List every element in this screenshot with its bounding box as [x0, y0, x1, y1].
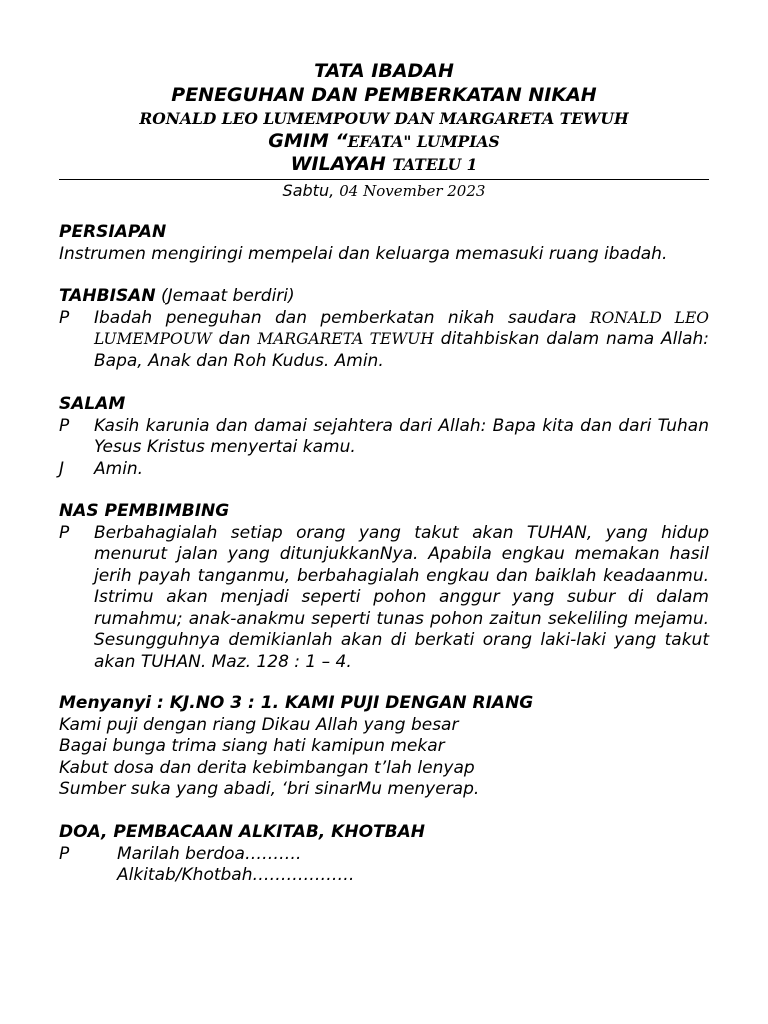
salam-text-1: Kasih karunia dan damai sejahtera dari Allah: Bapa kita dan dari Tuhan Yesus Kristus menyertai kamu. — [94, 415, 709, 457]
church-prefix: GMIM “ — [268, 130, 348, 152]
service-date — [59, 180, 709, 202]
salam-text-2: Amin. — [94, 458, 144, 479]
doa-line-1: Marilah berdoa………. — [117, 843, 302, 864]
doa-title: DOA, PEMBACAAN ALKITAB, KHOTBAH — [59, 822, 425, 842]
church-title: EFATA" LUMPIAS — [347, 132, 500, 151]
doc-subtitle: PENEGUHAN DAN PEMBERKATAN NIKAH — [171, 84, 597, 106]
tahbisan-text-c: ditahbiskan dalam nama Allah: Bapa, Anak dan Roh Kudus. Amin. — [94, 329, 709, 371]
persiapan-title: PERSIAPAN — [59, 222, 167, 242]
doa-mark: P — [59, 843, 70, 864]
hymn-line: Bagai bunga trima siang hati kamipun mekar — [59, 736, 445, 756]
section-doa — [59, 822, 709, 887]
nyanyi-title: Menyanyi : KJ.NO 3 : 1. KAMI PUJI DENGAN RIANG — [59, 693, 534, 713]
nas-row — [59, 523, 709, 674]
doc-title: TATA IBADAH — [314, 60, 454, 82]
doa-mark-spacer — [59, 865, 117, 887]
groom-name: RONALD LEO LUMEMPOUW — [94, 308, 709, 348]
couple-names: RONALD LEO LUMEMPOUW DAN MARGARETA TEWUH — [139, 109, 629, 128]
salam-row-1 — [59, 416, 709, 459]
tahbisan-text-b: dan — [211, 329, 258, 349]
salam-title: SALAM — [59, 394, 126, 414]
hymn-line: Kami puji dengan riang Dikau Allah yang besar — [59, 714, 459, 735]
region-line — [59, 153, 709, 176]
bride-name: MARGARETA TEWUH — [257, 330, 434, 348]
doa-row-1 — [59, 844, 709, 866]
region-prefix: WILAYAH — [290, 153, 393, 175]
hymn-line: Sumber suka yang abadi, ‘bri sinarMu menyerap. — [59, 779, 480, 799]
date-day: Sabtu, — [282, 181, 340, 200]
salam-row-2 — [59, 459, 709, 481]
doa-row-2 — [59, 865, 709, 887]
tahbisan-row — [59, 308, 709, 373]
section-tahbisan — [59, 286, 709, 372]
persiapan-text: Instrumen mengiringi mempelai dan keluarga memasuki ruang ibadah. — [59, 243, 668, 264]
section-salam — [59, 394, 709, 480]
nas-text: Berbahagialah setiap orang yang takut akan TUHAN, yang hidup menurut jalan yang ditunjukkanNya. Apabila engkau memakan hasil jerih payah tanganmu, berbahagialah engkau dan baiklah keadaanmu. Istrimu akan menjadi seperti pohon anggur yang subur di dalam rumahmu; anak-anakmu seperti tunas pohon zaitun sekeliling mejamu. Sesungguhnya demikianlah akan di berkati orang laki-laki yang takut akan TUHAN. Maz. 128 : 1 – 4. — [94, 522, 709, 672]
salam-mark-2: J — [59, 458, 65, 479]
tahbisan-heading — [59, 286, 709, 308]
tahbisan-title: TAHBISAN — [59, 286, 156, 306]
region-name: TATELU 1 — [392, 155, 478, 174]
section-persiapan — [59, 222, 709, 265]
doa-line-2: Alkitab/Khotbah……………… — [117, 865, 355, 885]
tahbisan-note: (Jemaat berdiri) — [155, 286, 295, 306]
nas-title: NAS PEMBIMBING — [59, 501, 230, 521]
tahbisan-text — [94, 308, 709, 373]
church-name — [59, 130, 709, 153]
hymn-line: Kabut dosa dan derita kebimbangan t’lah lenyap — [59, 757, 475, 778]
section-nyanyi — [59, 693, 709, 801]
tahbisan-text-a: Ibadah peneguhan dan pemberkatan nikah saudara — [94, 307, 590, 328]
salam-mark-1: P — [59, 415, 70, 436]
tahbisan-mark: P — [59, 307, 70, 328]
nas-mark: P — [59, 522, 70, 543]
section-nas — [59, 501, 709, 673]
date-value: 04 November 2023 — [339, 182, 486, 200]
